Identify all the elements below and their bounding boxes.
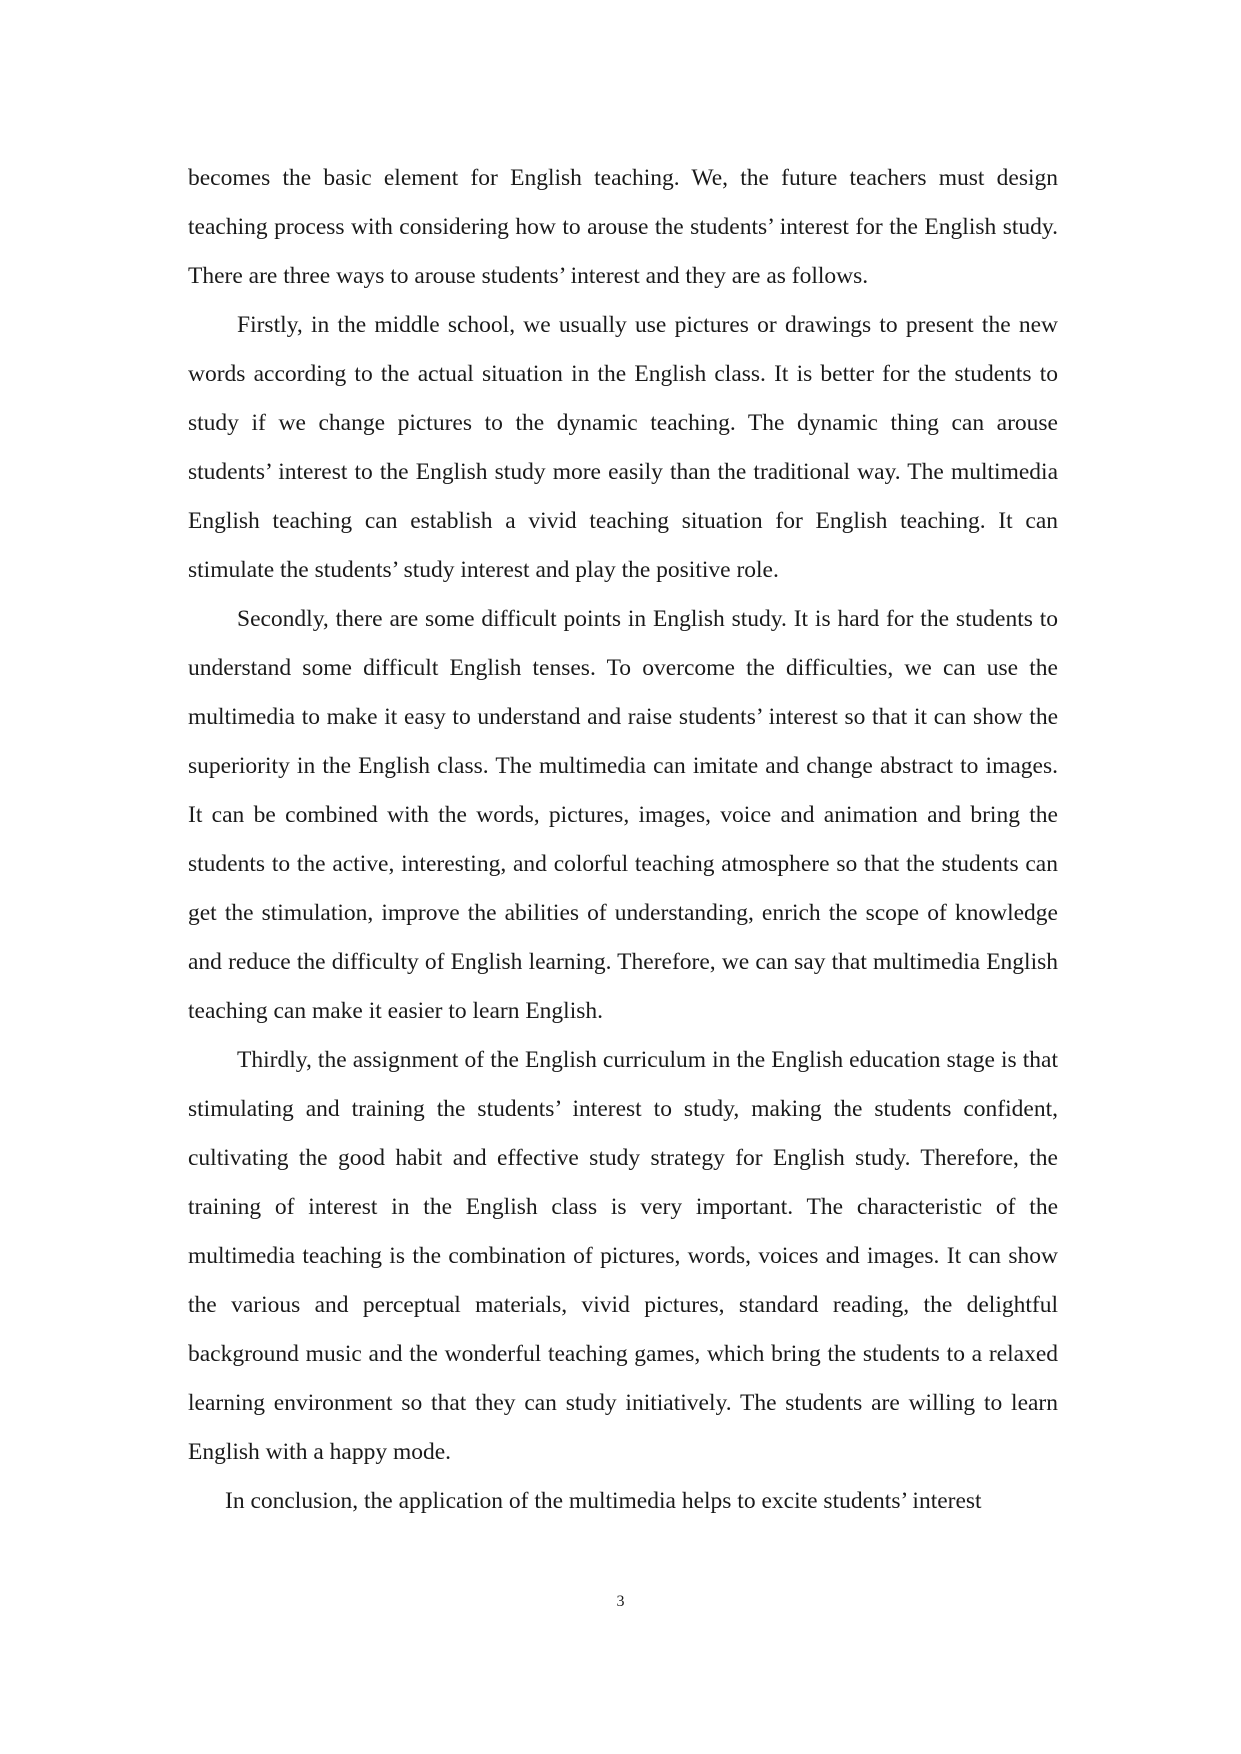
page-number: 3 <box>616 1593 625 1610</box>
paragraph-thirdly: Thirdly, the assignment of the English curriculum in the English education stage is that stimulating and training the students’ interest to study, making the students confident, cultivating the good habit and effective study strategy for English study. Therefore, the training of interest in the English class is very important. The characteristic of the multimedia teaching is the combination of pictures, words, voices and images. It can show the various and perceptual materials, vivid pictures, standard reading, the delightful background music and the wonderful teaching games, which bring the students to a relaxed learning environment so that they can study initiatively. The students are willing to learn English with a happy mode. <box>188 1047 1058 1465</box>
body-text <box>188 154 1058 1526</box>
paragraph-firstly: Firstly, in the middle school, we usually use pictures or drawings to present the new words according to the actual situation in the English class. It is better for the students to study if we change pictures to the dynamic teaching. The dynamic thing can arouse students’ interest to the English study more easily than the traditional way. The multimedia English teaching can establish a vivid teaching situation for English teaching. It can stimulate the students’ study interest and play the positive role. <box>188 312 1058 583</box>
paragraph-continuation: becomes the basic element for English teaching. We, the future teachers must design teaching process with considering how to arouse the students’ interest for the English study. There are three ways to arouse students’ interest and they are as follows. <box>188 165 1058 289</box>
paragraph-secondly: Secondly, there are some difficult points in English study. It is hard for the students to understand some difficult English tenses. To overcome the difficulties, we can use the multimedia to make it easy to understand and raise students’ interest so that it can show the superiority in the English class. The multimedia can imitate and change abstract to images. It can be combined with the words, pictures, images, voice and animation and bring the students to the active, interesting, and colorful teaching atmosphere so that the students can get the stimulation, improve the abilities of understanding, enrich the scope of knowledge and reduce the difficulty of English learning. Therefore, we can say that multimedia English teaching can make it easier to learn English. <box>188 606 1058 1024</box>
paragraph-conclusion: In conclusion, the application of the multimedia helps to excite students’ interest <box>225 1488 982 1514</box>
